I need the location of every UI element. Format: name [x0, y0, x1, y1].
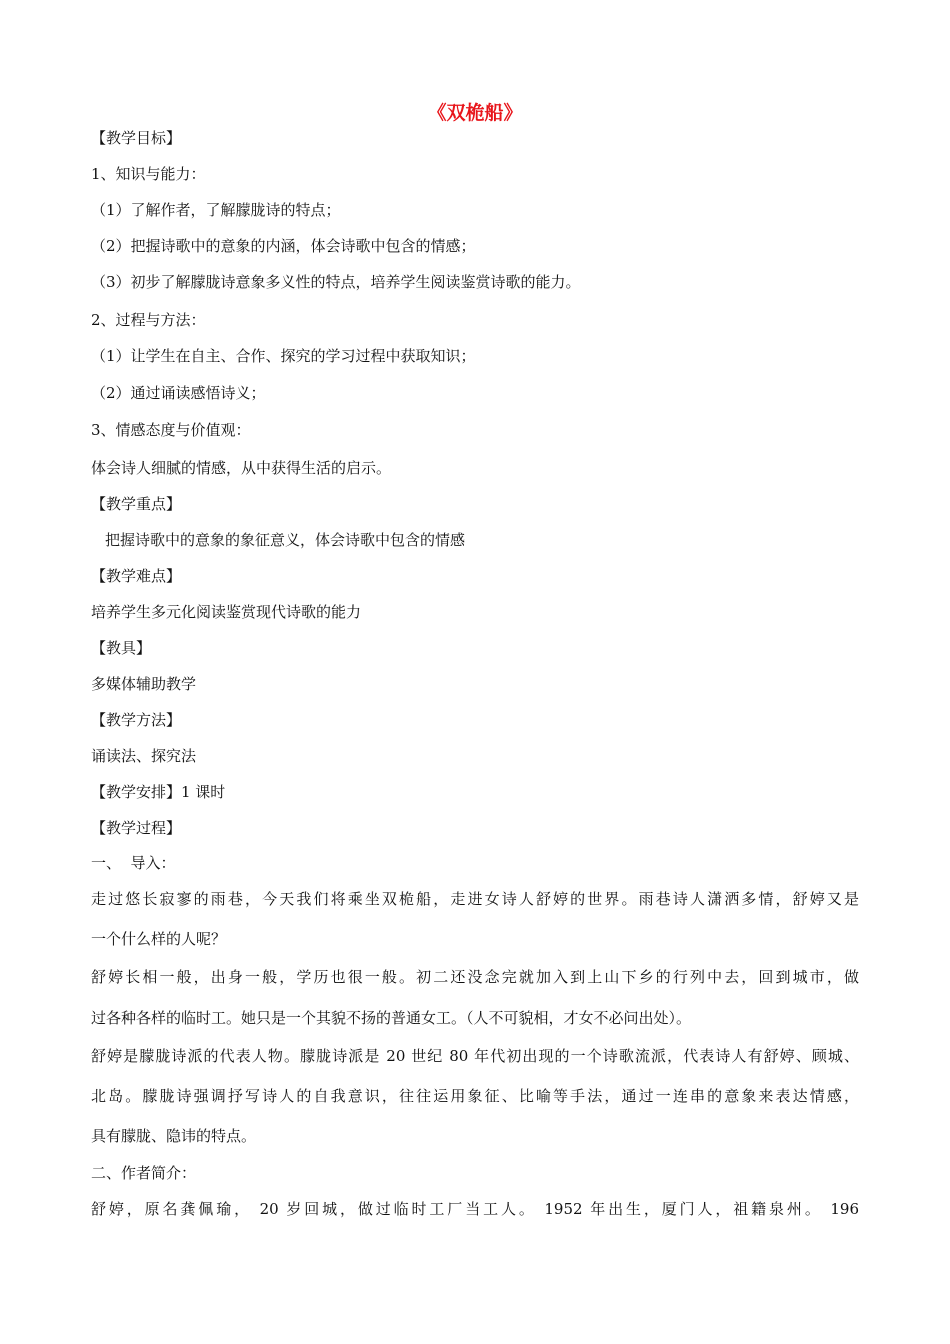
body-text: 多媒体辅助教学 [91, 675, 197, 693]
subheading-intro: 一、 导入： [91, 854, 176, 872]
body-text: 诵读法、探究法 [91, 747, 197, 765]
body-text: 舒婷是朦胧诗派的代表人物。朦胧诗派是 20 世纪 80 年代初出现的一个诗歌流派，代表诗人有舒婷、顾城、 [91, 1047, 859, 1065]
section-heading-teaching-aids: 【教具】 [91, 639, 152, 657]
body-text: 舒婷，原名龚佩瑜， 20 岁回城，做过临时工厂当工人。 1952 年出生，厦门人，祖籍泉州。 196 [91, 1200, 859, 1218]
objective-item: （2）通过诵读感悟诗义； [91, 384, 266, 402]
subheading-process: 2、过程与方法： [91, 311, 206, 329]
body-text: 具有朦胧、隐讳的特点。 [91, 1127, 257, 1145]
objective-item: （1）了解作者，了解朦胧诗的特点； [91, 201, 341, 219]
subheading-knowledge: 1、知识与能力： [91, 165, 206, 183]
body-text: 一个什么样的人呢？ [91, 930, 227, 948]
section-heading-difficulties: 【教学难点】 [91, 567, 182, 585]
body-text: 北岛。朦胧诗强调抒写诗人的自我意识，往往运用象征、比喻等手法，通过一连串的意象来表达情感， [91, 1087, 859, 1105]
body-text: 把握诗歌中的意象的象征意义，体会诗歌中包含的情感 [105, 531, 466, 549]
objective-item: （1）让学生在自主、合作、探究的学习过程中获取知识； [91, 347, 476, 365]
body-text: 体会诗人细腻的情感，从中获得生活的启示。 [91, 459, 392, 477]
objective-item: （2）把握诗歌中的意象的内涵，体会诗歌中包含的情感； [91, 237, 476, 255]
document-title: 《双桅船》 [427, 102, 523, 124]
subheading-author: 二、作者简介： [91, 1164, 197, 1182]
section-heading-process: 【教学过程】 [91, 819, 182, 837]
section-heading-schedule: 【教学安排】1 课时 [91, 783, 226, 801]
body-text: 过各种各样的临时工。她只是一个其貌不扬的普通女工。（人不可貌相，才女不必问出处）。 [91, 1009, 692, 1027]
section-heading-objectives: 【教学目标】 [91, 129, 182, 147]
objective-item: （3）初步了解朦胧诗意象多义性的特点，培养学生阅读鉴赏诗歌的能力。 [91, 273, 581, 291]
section-heading-key-points: 【教学重点】 [91, 495, 182, 513]
body-text: 走过悠长寂寥的雨巷，今天我们将乘坐双桅船，走进女诗人舒婷的世界。雨巷诗人潇洒多情，舒婷又是 [91, 890, 859, 908]
subheading-emotion: 3、情感态度与价值观： [91, 421, 251, 439]
section-heading-methods: 【教学方法】 [91, 711, 182, 729]
body-text: 舒婷长相一般，出身一般，学历也很一般。初二还没念完就加入到上山下乡的行列中去，回到城市，做 [91, 968, 859, 986]
body-text: 培养学生多元化阅读鉴赏现代诗歌的能力 [91, 603, 362, 621]
